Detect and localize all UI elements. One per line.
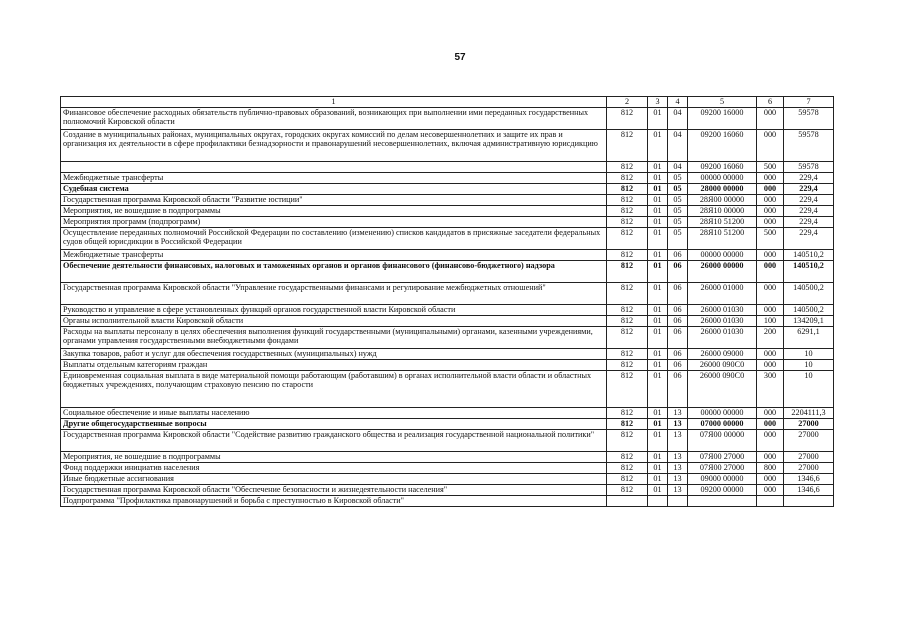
section-code: 01 [648,430,668,452]
ministry-code: 812 [607,349,648,360]
amount-value: 1346,6 [784,474,834,485]
section-code: 01 [648,316,668,327]
table-row [61,371,834,408]
row-description: Государственная программа Кировской области "Содействие развитию гражданского общества и реализация государственной национальной политики" [61,430,607,452]
row-description: Государственная программа Кировской области "Обеспечение безопасности и жизнедеятельности населения" [61,485,607,496]
amount-value: 59578 [784,108,834,130]
table-row [61,195,834,206]
table-row [61,184,834,195]
section-code: 01 [648,305,668,316]
section-code: 01 [648,360,668,371]
section-code: 01 [648,195,668,206]
row-description: Закупка товаров, работ и услуг для обеспечения государственных (муниципальных) нужд [61,349,607,360]
target-article-code: 26000 01030 [688,327,757,349]
target-article-code: 26000 01030 [688,316,757,327]
expense-type-code: 000 [757,283,784,305]
expense-type-code: 200 [757,327,784,349]
ministry-code: 812 [607,130,648,162]
target-article-code: 07Я00 27000 [688,463,757,474]
section-code: 01 [648,485,668,496]
ministry-code: 812 [607,173,648,184]
ministry-code [607,496,648,507]
row-description: Мероприятия, не вошедшие в подпрограммы [61,452,607,463]
table-row [61,349,834,360]
header-cell: 1 [61,97,607,108]
row-description: Государственная программа Кировской области "Управление государственными финансами и регулирование межбюджетных отношений" [61,283,607,305]
table-row [61,217,834,228]
table-row [61,463,834,474]
table-row [61,496,834,507]
section-code: 01 [648,162,668,173]
section-code: 01 [648,130,668,162]
table-row [61,305,834,316]
expense-type-code: 000 [757,360,784,371]
subsection-code [668,496,688,507]
amount-value: 6291,1 [784,327,834,349]
ministry-code: 812 [607,217,648,228]
table-row [61,316,834,327]
ministry-code: 812 [607,305,648,316]
header-cell: 6 [757,97,784,108]
expense-type-code: 800 [757,463,784,474]
expense-type-code: 000 [757,452,784,463]
header-cell: 4 [668,97,688,108]
subsection-code: 04 [668,162,688,173]
section-code: 01 [648,261,668,283]
section-code [648,496,668,507]
target-article-code: 28000 00000 [688,184,757,195]
target-article-code: 09200 16000 [688,108,757,130]
subsection-code: 06 [668,327,688,349]
row-description: Мероприятия программ (подпрограмм) [61,217,607,228]
amount-value: 229,4 [784,206,834,217]
row-description: Другие общегосударственные вопросы [61,419,607,430]
section-code: 01 [648,173,668,184]
subsection-code: 05 [668,173,688,184]
header-cell: 5 [688,97,757,108]
expense-type-code: 000 [757,184,784,195]
target-article-code: 07Я00 27000 [688,452,757,463]
row-description: Выплаты отдельным категориям граждан [61,360,607,371]
expense-type-code: 000 [757,217,784,228]
subsection-code: 13 [668,474,688,485]
table-row [61,452,834,463]
expense-type-code: 000 [757,206,784,217]
target-article-code: 28Я10 51200 [688,228,757,250]
ministry-code: 812 [607,327,648,349]
expense-type-code: 100 [757,316,784,327]
table-row [61,162,834,173]
section-code: 01 [648,217,668,228]
target-article-code: 26000 090С0 [688,371,757,408]
target-article-code: 26000 090С0 [688,360,757,371]
row-description: Межбюджетные трансферты [61,173,607,184]
expense-type-code: 000 [757,430,784,452]
ministry-code: 812 [607,485,648,496]
target-article-code: 09200 16060 [688,162,757,173]
section-code: 01 [648,108,668,130]
section-code: 01 [648,452,668,463]
page-number: 57 [454,52,466,63]
amount-value: 229,4 [784,173,834,184]
ministry-code: 812 [607,430,648,452]
table-body [61,108,834,507]
header-cell: 7 [784,97,834,108]
section-code: 01 [648,327,668,349]
section-code: 01 [648,408,668,419]
expense-type-code: 000 [757,349,784,360]
row-description: Подпрограмма "Профилактика правонарушений и борьба с преступностью в Кировской области" [61,496,607,507]
row-description: Руководство и управление в сфере установленных функций органов государственной власти Кировской области [61,305,607,316]
amount-value [784,496,834,507]
target-article-code: 26000 01030 [688,305,757,316]
target-article-code: 26000 01000 [688,283,757,305]
table-row [61,485,834,496]
subsection-code: 06 [668,261,688,283]
section-code: 01 [648,184,668,195]
row-description: Мероприятия, не вошедшие в подпрограммы [61,206,607,217]
subsection-code: 05 [668,217,688,228]
expense-type-code [757,496,784,507]
subsection-code: 06 [668,316,688,327]
subsection-code: 13 [668,419,688,430]
subsection-code: 06 [668,250,688,261]
section-code: 01 [648,371,668,408]
expense-type-code: 500 [757,228,784,250]
subsection-code: 13 [668,430,688,452]
subsection-code: 13 [668,485,688,496]
expense-type-code: 300 [757,371,784,408]
target-article-code: 28Я10 00000 [688,206,757,217]
amount-value: 134209,1 [784,316,834,327]
expense-type-code: 000 [757,108,784,130]
amount-value: 2204111,3 [784,408,834,419]
table-row [61,108,834,130]
ministry-code: 812 [607,474,648,485]
target-article-code: 07Я00 00000 [688,430,757,452]
target-article-code: 00000 00000 [688,250,757,261]
ministry-code: 812 [607,463,648,474]
subsection-code: 05 [668,206,688,217]
budget-table [60,96,834,507]
expense-type-code: 000 [757,173,784,184]
ministry-code: 812 [607,184,648,195]
amount-value: 27000 [784,463,834,474]
target-article-code: 09200 16060 [688,130,757,162]
row-description: Судебная система [61,184,607,195]
table-row [61,474,834,485]
amount-value: 10 [784,360,834,371]
row-description: Осуществление переданных полномочий Российской Федерации по составлению (изменению) списков кандидатов в присяжные заседатели федеральных судов общей юрисдикции в Российской Федерации [61,228,607,250]
expense-type-code: 000 [757,305,784,316]
table-row [61,228,834,250]
expense-type-code: 500 [757,162,784,173]
ministry-code: 812 [607,408,648,419]
row-description: Органы исполнительной власти Кировской области [61,316,607,327]
subsection-code: 05 [668,228,688,250]
ministry-code: 812 [607,316,648,327]
ministry-code: 812 [607,228,648,250]
row-description: Расходы на выплаты персоналу в целях обеспечения выполнения функций государственными (муниципальными) органами, казенными учреждениями, органами управления государственными внебюджетными фондами [61,327,607,349]
ministry-code: 812 [607,261,648,283]
amount-value: 140510,2 [784,250,834,261]
expense-type-code: 000 [757,485,784,496]
expense-type-code: 000 [757,195,784,206]
subsection-code: 06 [668,371,688,408]
table-row [61,283,834,305]
amount-value: 229,4 [784,184,834,195]
ministry-code: 812 [607,360,648,371]
table-row [61,250,834,261]
amount-value: 229,4 [784,228,834,250]
table-row [61,327,834,349]
target-article-code: 07000 00000 [688,419,757,430]
row-description: Создание в муниципальных районах, муниципальных округах, городских округах комиссий по делам несовершеннолетних и защите их прав и организация их деятельности в сфере профилактики безнадзорности и правонарушений несовершеннолетних, включая административную юрисдикцию [61,130,607,162]
subsection-code: 06 [668,360,688,371]
ministry-code: 812 [607,283,648,305]
amount-value: 229,4 [784,217,834,228]
row-description: Государственная программа Кировской области "Развитие юстиции" [61,195,607,206]
amount-value: 1346,6 [784,485,834,496]
target-article-code: 09000 00000 [688,474,757,485]
expense-type-code: 000 [757,419,784,430]
header-cell: 3 [648,97,668,108]
subsection-code: 04 [668,108,688,130]
row-description: Единовременная социальная выплата в виде материальной помощи работающим (работавшим) в органах исполнительной власти области и областных бюджетных учреждениях, получающим страховую пенсию по старости [61,371,607,408]
subsection-code: 05 [668,195,688,206]
row-description [61,162,607,173]
table-row [61,130,834,162]
subsection-code: 13 [668,452,688,463]
target-article-code: 26000 09000 [688,349,757,360]
expense-type-code: 000 [757,130,784,162]
amount-value: 10 [784,371,834,408]
amount-value: 140510,2 [784,261,834,283]
amount-value: 140500,2 [784,283,834,305]
expense-type-code: 000 [757,474,784,485]
section-code: 01 [648,349,668,360]
section-code: 01 [648,228,668,250]
row-description: Социальное обеспечение и иные выплаты населению [61,408,607,419]
table-row [61,430,834,452]
target-article-code: 26000 00000 [688,261,757,283]
section-code: 01 [648,419,668,430]
amount-value: 229,4 [784,195,834,206]
amount-value: 59578 [784,162,834,173]
expense-type-code: 000 [757,408,784,419]
table-header-row [61,97,834,108]
target-article-code: 00000 00000 [688,173,757,184]
expense-type-code: 000 [757,250,784,261]
table-row [61,419,834,430]
section-code: 01 [648,250,668,261]
table-row [61,360,834,371]
table-row [61,261,834,283]
row-description: Обеспечение деятельности финансовых, налоговых и таможенных органов и органов финансового (финансово-бюджетного) надзора [61,261,607,283]
target-article-code: 09200 00000 [688,485,757,496]
amount-value: 59578 [784,130,834,162]
subsection-code: 13 [668,463,688,474]
section-code: 01 [648,474,668,485]
ministry-code: 812 [607,250,648,261]
section-code: 01 [648,463,668,474]
section-code: 01 [648,283,668,305]
subsection-code: 05 [668,184,688,195]
ministry-code: 812 [607,206,648,217]
row-description: Фонд поддержки инициатив населения [61,463,607,474]
amount-value: 27000 [784,430,834,452]
target-article-code: 28Я00 00000 [688,195,757,206]
table-row [61,206,834,217]
header-cell: 2 [607,97,648,108]
subsection-code: 04 [668,130,688,162]
expense-type-code: 000 [757,261,784,283]
row-description: Иные бюджетные ассигнования [61,474,607,485]
section-code: 01 [648,206,668,217]
ministry-code: 812 [607,452,648,463]
row-description: Межбюджетные трансферты [61,250,607,261]
subsection-code: 13 [668,408,688,419]
target-article-code: 28Я10 51200 [688,217,757,228]
target-article-code: 00000 00000 [688,408,757,419]
amount-value: 10 [784,349,834,360]
row-description: Финансовое обеспечение расходных обязательств публично-правовых образований, возникающих при выполнении ими переданных государственных полномочий Кировской области [61,108,607,130]
amount-value: 140500,2 [784,305,834,316]
amount-value: 27000 [784,452,834,463]
table-row [61,173,834,184]
target-article-code [688,496,757,507]
ministry-code: 812 [607,419,648,430]
amount-value: 27000 [784,419,834,430]
ministry-code: 812 [607,195,648,206]
subsection-code: 06 [668,283,688,305]
ministry-code: 812 [607,162,648,173]
ministry-code: 812 [607,371,648,408]
subsection-code: 06 [668,349,688,360]
subsection-code: 06 [668,305,688,316]
table-row [61,408,834,419]
ministry-code: 812 [607,108,648,130]
